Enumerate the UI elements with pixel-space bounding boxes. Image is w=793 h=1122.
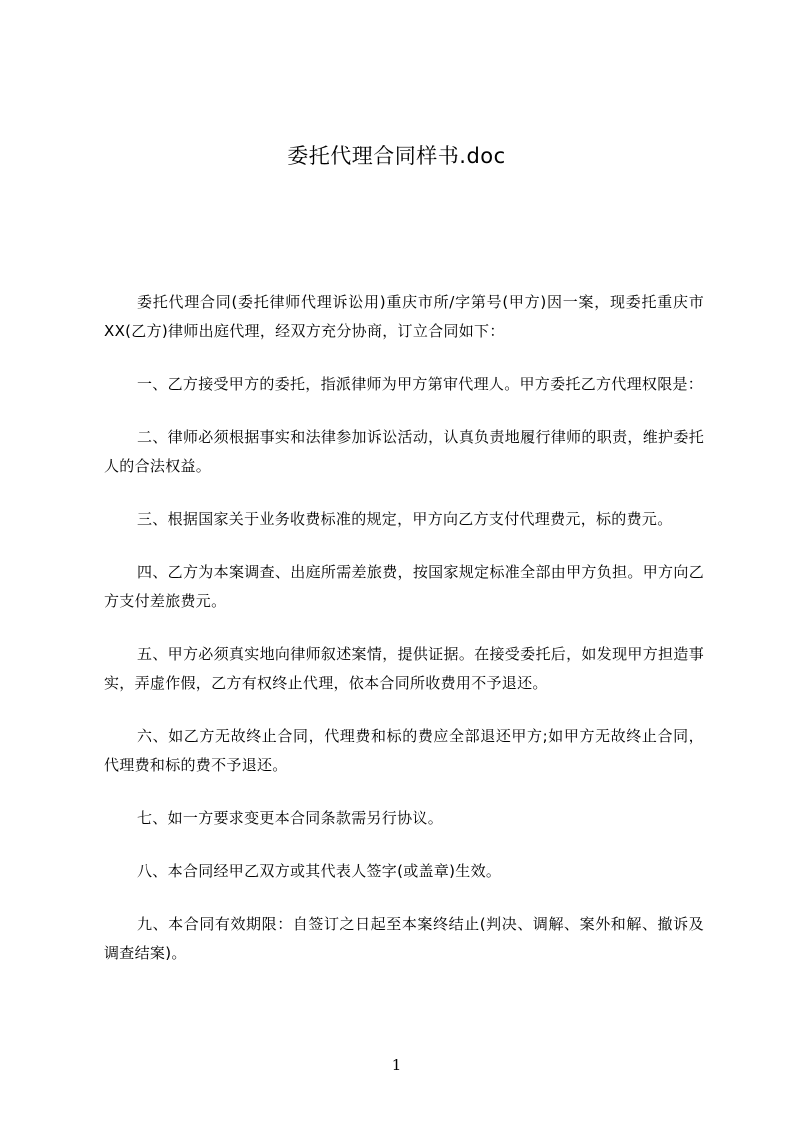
paragraph-clause-5: 五、甲方必须真实地向律师叙述案情，提供证据。在接受委托后，如发现甲方担造事实，弄虚作假，乙方有权终止代理，依本合同所收费用不予退还。 bbox=[104, 645, 704, 692]
paragraph-clause-4: 四、乙方为本案调查、出庭所需差旅费，按国家规定标准全部由甲方负担。甲方向乙方支付差旅费元。 bbox=[104, 563, 704, 610]
paragraph-clause-3: 三、根据国家关于业务收费标准的规定，甲方向乙方支付代理费元，标的费元。 bbox=[137, 510, 673, 528]
paragraph-clause-9: 九、本合同有效期限：自签订之日起至本案终结止(判决、调解、案外和解、撤诉及调查结案)。 bbox=[104, 915, 704, 962]
paragraph-intro: 委托代理合同(委托律师代理诉讼用)重庆市所/字第号(甲方)因一案，现委托重庆市XX(乙方)律师出庭代理，经双方充分协商，订立合同如下： bbox=[104, 293, 704, 340]
document-body bbox=[104, 288, 704, 968]
paragraph-clause-2: 二、律师必须根据事实和法律参加诉讼活动，认真负责地履行律师的职责，维护委托人的合法权益。 bbox=[104, 428, 704, 475]
paragraph-clause-6: 六、如乙方无故终止合同，代理费和标的费应全部退还甲方;如甲方无故终止合同，代理费和标的费不予退还。 bbox=[104, 727, 704, 774]
document-title: 委托代理合同样书.doc bbox=[287, 144, 506, 168]
paragraph-clause-1: 一、乙方接受甲方的委托，指派律师为甲方第审代理人。甲方委托乙方代理权限是： bbox=[137, 375, 704, 393]
paragraph-clause-7: 七、如一方要求变更本合同条款需另行协议。 bbox=[137, 809, 444, 827]
page-number: 1 bbox=[391, 1056, 402, 1074]
paragraph-clause-8: 八、本合同经甲乙双方或其代表人签字(或盖章)生效。 bbox=[137, 862, 502, 880]
